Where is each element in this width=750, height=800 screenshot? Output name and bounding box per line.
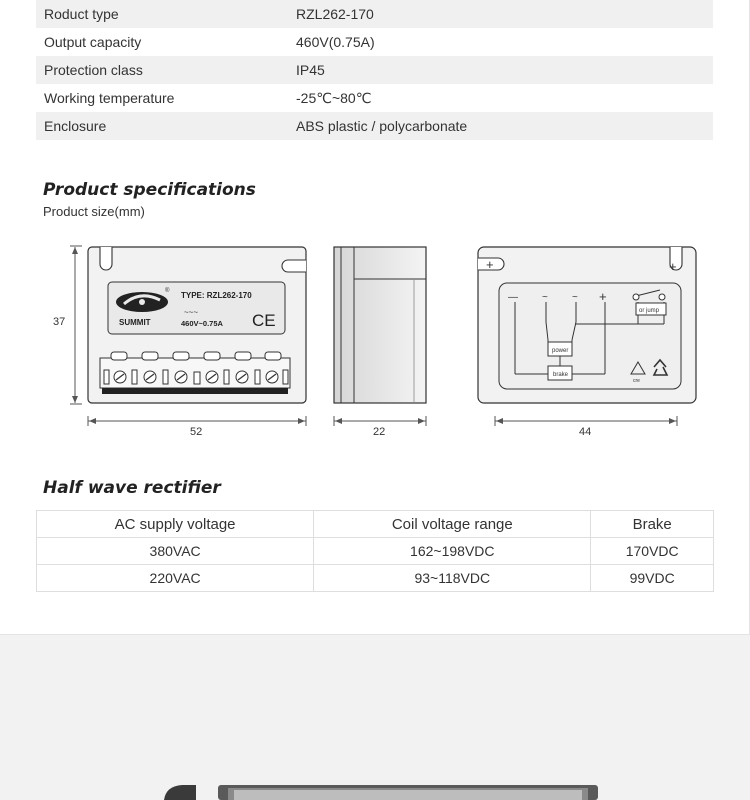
table-cell: 170VDC xyxy=(591,538,714,565)
ce-mark: CE xyxy=(252,311,276,330)
spec-value: IP45 xyxy=(296,62,325,78)
back-width-dimension xyxy=(495,416,677,438)
wave-symbol: ~~~ xyxy=(184,308,199,317)
back-view xyxy=(478,247,696,403)
power-label: power xyxy=(552,348,569,354)
spec-value: ABS plastic / polycarbonate xyxy=(296,118,468,134)
spec-label: Working temperature xyxy=(44,90,175,106)
half-wave-table xyxy=(36,510,714,592)
table-cell: 220VAC xyxy=(37,565,314,592)
spec-table xyxy=(36,0,713,140)
wiring-ac-left: ~ xyxy=(542,292,548,303)
table-cell: 99VDC xyxy=(591,565,714,592)
product-specs-title: Product specifications xyxy=(43,180,256,200)
back-plus-right: + xyxy=(669,259,677,274)
header-brake: Brake xyxy=(591,511,714,538)
table-row xyxy=(37,565,714,592)
table-cell: 380VAC xyxy=(37,538,314,565)
spec-label: Output capacity xyxy=(44,34,142,50)
spec-row xyxy=(36,28,713,56)
device-rating-label: 460V~0.75A xyxy=(181,319,223,328)
spec-label: Enclosure xyxy=(44,118,107,134)
registered-mark: ® xyxy=(165,288,170,294)
table-row xyxy=(37,538,714,565)
back-plus-left: + xyxy=(486,257,494,272)
header-coil-voltage: Coil voltage range xyxy=(314,511,591,538)
jump-label: or jump xyxy=(639,308,660,314)
wiring-ac-right: ~ xyxy=(572,292,578,303)
table-header-row xyxy=(37,511,714,538)
wiring-minus: — xyxy=(508,292,518,303)
spec-row xyxy=(36,84,713,112)
side-view xyxy=(334,247,426,403)
spec-value: -25℃~80℃ xyxy=(296,89,372,106)
half-wave-title: Half wave rectifier xyxy=(43,478,221,498)
wiring-plus: + xyxy=(599,289,607,304)
spec-row xyxy=(36,56,713,84)
brake-label: brake xyxy=(553,372,569,378)
height-dimension xyxy=(53,246,82,404)
side-width-label: 22 xyxy=(373,426,386,438)
brand-label: SUMMIT xyxy=(119,318,151,327)
cre-label: cre xyxy=(633,378,640,384)
spec-value: 460V(0.75A) xyxy=(296,34,375,50)
height-label: 37 xyxy=(53,316,66,328)
back-width-label: 44 xyxy=(579,426,592,438)
front-width-label: 52 xyxy=(190,426,203,438)
spec-label: Protection class xyxy=(44,62,143,78)
terminal-block xyxy=(100,352,290,394)
side-width-dimension xyxy=(334,416,426,438)
dimension-drawing xyxy=(0,230,720,445)
spec-value: RZL262-170 xyxy=(296,6,374,22)
front-width-dimension xyxy=(88,416,306,438)
device-type-label: TYPE: RZL262-170 xyxy=(181,291,252,300)
product-photo-top xyxy=(160,784,600,800)
spec-row xyxy=(36,112,713,140)
spec-row xyxy=(36,0,713,28)
front-view xyxy=(88,247,306,403)
header-ac-supply: AC supply voltage xyxy=(37,511,314,538)
table-cell: 93~118VDC xyxy=(314,565,591,592)
product-size-subtitle: Product size(mm) xyxy=(43,204,145,219)
table-cell: 162~198VDC xyxy=(314,538,591,565)
spec-label: Roduct type xyxy=(44,6,119,22)
